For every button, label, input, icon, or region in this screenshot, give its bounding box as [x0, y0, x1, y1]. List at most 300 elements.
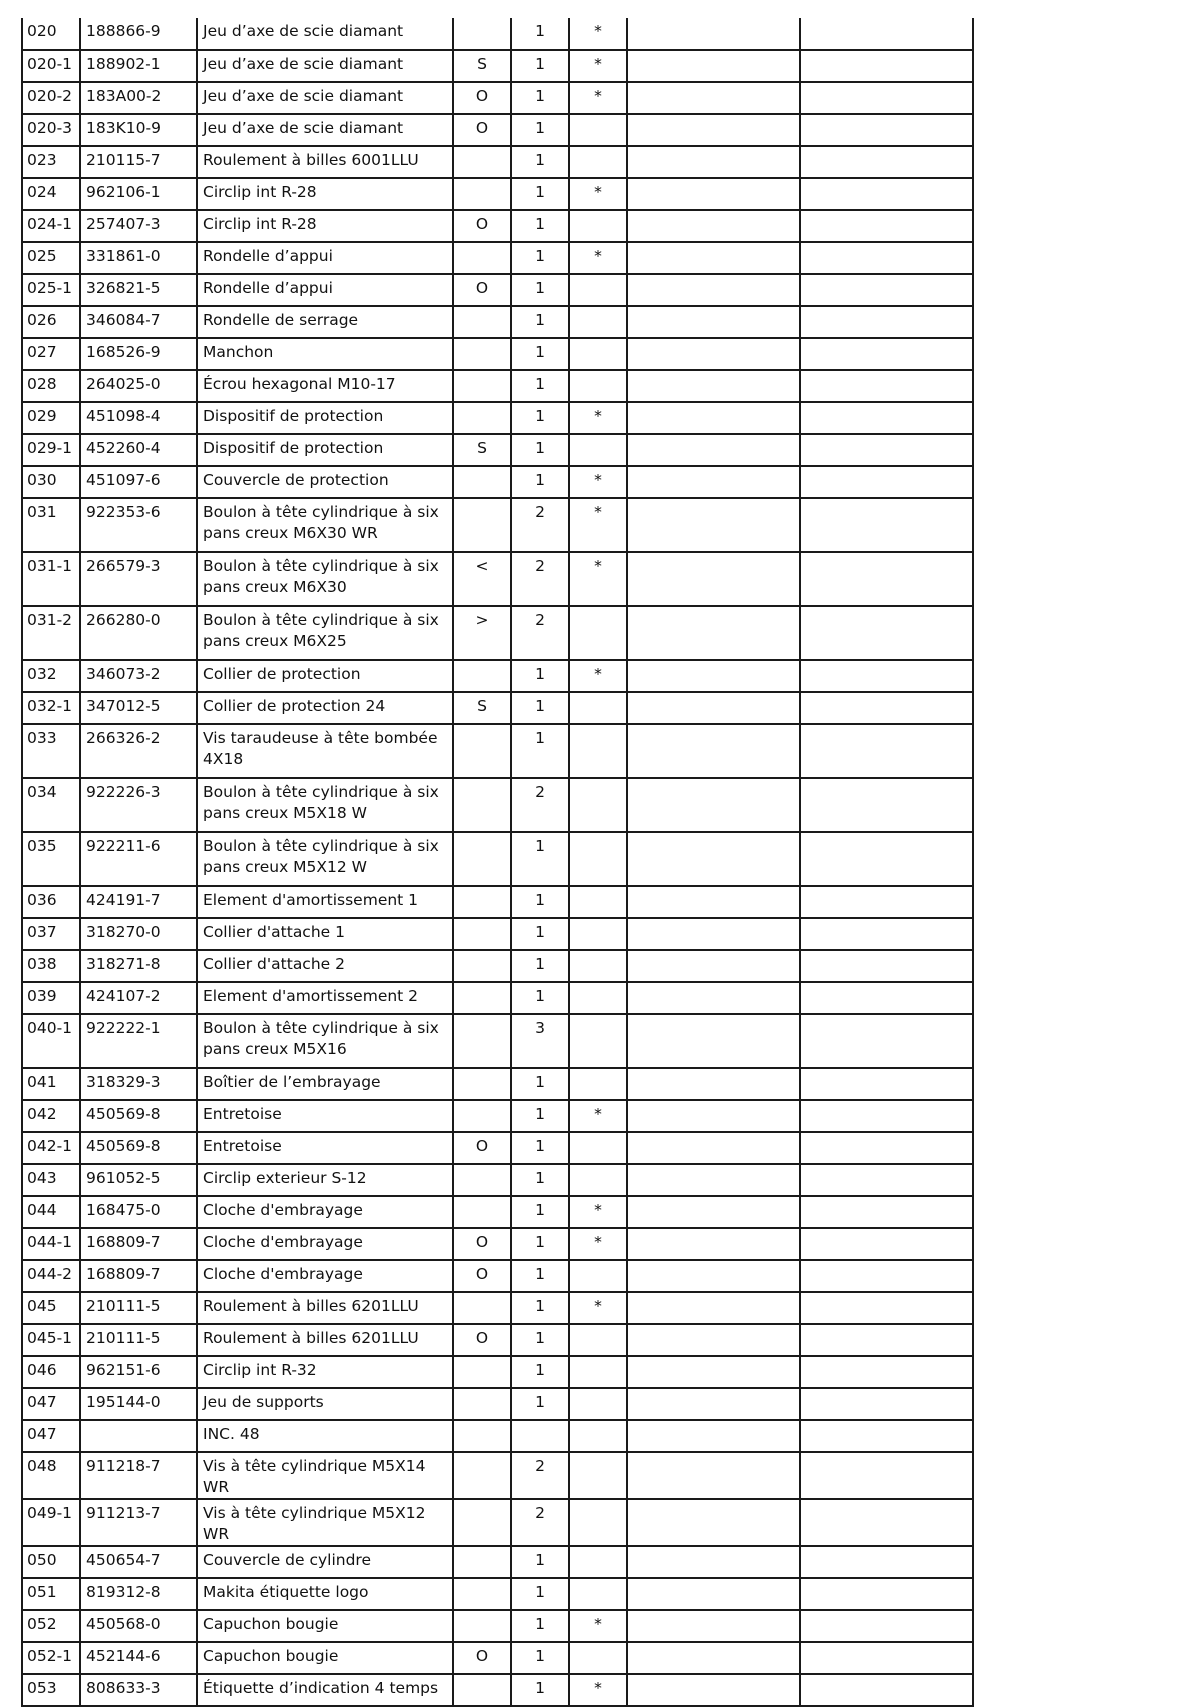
- part-number-cell: [80, 1388, 197, 1420]
- description-cell: [197, 1610, 453, 1642]
- part-number-text: 188866-9: [86, 22, 161, 40]
- blank-cell: [627, 832, 800, 886]
- blank-cell: [627, 886, 800, 918]
- blank-cell: [627, 724, 800, 778]
- note-cell: [569, 982, 627, 1014]
- note-cell: [569, 1324, 627, 1356]
- part-number-cell: [80, 1228, 197, 1260]
- variant-code-cell: [453, 210, 511, 242]
- variant-code-cell: [453, 146, 511, 178]
- description-text: Couvercle de cylindre: [203, 1551, 372, 1569]
- note-cell: [569, 370, 627, 402]
- description-text: Boîtier de l’embrayage: [203, 1073, 381, 1091]
- item-number-text: 028: [27, 375, 57, 393]
- description-text: Boulon à tête cylindrique à six pans creux M5X16: [203, 1019, 439, 1058]
- description-text: Circlip exterieur S-12: [203, 1169, 367, 1187]
- blank-cell: [800, 1546, 973, 1578]
- quantity-cell: [511, 178, 569, 210]
- quantity-text: 1: [535, 891, 545, 909]
- quantity-cell: [511, 1164, 569, 1196]
- blank-cell: [800, 1068, 973, 1100]
- item-number-text: 030: [27, 471, 57, 489]
- note-cell: [569, 1260, 627, 1292]
- note-text: *: [594, 503, 602, 521]
- variant-code-cell: [453, 1324, 511, 1356]
- note-cell: [569, 1674, 627, 1706]
- item-number-text: 052: [27, 1615, 57, 1633]
- description-cell: [197, 274, 453, 306]
- part-number-text: 257407-3: [86, 215, 161, 233]
- table-row: [22, 114, 973, 146]
- blank-cell: [627, 552, 800, 606]
- description-text: Capuchon bougie: [203, 1647, 339, 1665]
- table-row: [22, 242, 973, 274]
- quantity-text: 2: [535, 1457, 545, 1475]
- quantity-text: 1: [535, 279, 545, 297]
- quantity-text: 1: [535, 1361, 545, 1379]
- item-number-text: 042: [27, 1105, 57, 1123]
- table-row: [22, 1388, 973, 1420]
- table-row: [22, 1674, 973, 1706]
- item-number-cell: [22, 306, 80, 338]
- blank-cell: [800, 1292, 973, 1324]
- table-row: [22, 886, 973, 918]
- table-row: [22, 210, 973, 242]
- note-cell: [569, 660, 627, 692]
- quantity-cell: [511, 982, 569, 1014]
- variant-code-cell: [453, 306, 511, 338]
- item-number-cell: [22, 1132, 80, 1164]
- part-number-text: 922211-6: [86, 837, 161, 855]
- part-number-cell: [80, 1100, 197, 1132]
- item-number-cell: [22, 18, 80, 50]
- note-cell: [569, 1642, 627, 1674]
- note-cell: [569, 1499, 627, 1546]
- description-cell: [197, 1164, 453, 1196]
- blank-cell: [627, 982, 800, 1014]
- variant-code-cell: [453, 1100, 511, 1132]
- item-number-text: 032: [27, 665, 57, 683]
- part-number-text: 183K10-9: [86, 119, 161, 137]
- part-number-text: 264025-0: [86, 375, 161, 393]
- note-cell: [569, 1420, 627, 1452]
- blank-cell: [627, 1388, 800, 1420]
- table-row: [22, 1292, 973, 1324]
- item-number-cell: [22, 832, 80, 886]
- blank-cell: [800, 886, 973, 918]
- part-number-cell: [80, 1642, 197, 1674]
- quantity-cell: [511, 950, 569, 982]
- item-number-cell: [22, 1014, 80, 1068]
- description-cell: [197, 1499, 453, 1546]
- table-row: [22, 1578, 973, 1610]
- note-cell: [569, 306, 627, 338]
- item-number-cell: [22, 50, 80, 82]
- blank-cell: [627, 1499, 800, 1546]
- table-row: [22, 370, 973, 402]
- item-number-cell: [22, 210, 80, 242]
- description-cell: [197, 1642, 453, 1674]
- note-cell: [569, 724, 627, 778]
- description-text: Makita étiquette logo: [203, 1583, 369, 1601]
- quantity-text: 1: [535, 1615, 545, 1633]
- note-text: *: [594, 87, 602, 105]
- variant-code-cell: [453, 1132, 511, 1164]
- quantity-text: 1: [535, 665, 545, 683]
- part-number-cell: [80, 832, 197, 886]
- table-row: [22, 982, 973, 1014]
- part-number-text: 819312-8: [86, 1583, 161, 1601]
- description-cell: [197, 1452, 453, 1499]
- part-number-text: 266326-2: [86, 729, 161, 747]
- quantity-cell: [511, 1452, 569, 1499]
- description-text: Collier d'attache 1: [203, 923, 345, 941]
- blank-cell: [627, 114, 800, 146]
- parts-table-body: [22, 18, 973, 1706]
- note-cell: [569, 1068, 627, 1100]
- table-row: [22, 832, 973, 886]
- variant-code-cell: [453, 18, 511, 50]
- description-text: Element d'amortissement 2: [203, 987, 419, 1005]
- blank-cell: [627, 178, 800, 210]
- part-number-text: 922353-6: [86, 503, 161, 521]
- variant-code-cell: [453, 82, 511, 114]
- quantity-cell: [511, 1674, 569, 1706]
- item-number-text: 020-2: [27, 87, 73, 105]
- variant-code-cell: [453, 50, 511, 82]
- item-number-text: 038: [27, 955, 57, 973]
- part-number-text: 210115-7: [86, 151, 161, 169]
- part-number-cell: [80, 1132, 197, 1164]
- part-number-text: 168809-7: [86, 1233, 161, 1251]
- table-row: [22, 1642, 973, 1674]
- description-text: Jeu d’axe de scie diamant: [203, 22, 404, 40]
- quantity-cell: [511, 1292, 569, 1324]
- blank-cell: [627, 274, 800, 306]
- part-number-cell: [80, 498, 197, 552]
- blank-cell: [800, 692, 973, 724]
- variant-code-cell: [453, 1260, 511, 1292]
- description-cell: [197, 724, 453, 778]
- blank-cell: [627, 1196, 800, 1228]
- quantity-text: 1: [535, 151, 545, 169]
- description-text: Jeu d’axe de scie diamant: [203, 87, 404, 105]
- quantity-cell: [511, 82, 569, 114]
- description-text: Rondelle d’appui: [203, 279, 333, 297]
- item-number-cell: [22, 178, 80, 210]
- blank-cell: [800, 606, 973, 660]
- description-cell: [197, 832, 453, 886]
- variant-code-cell: [453, 114, 511, 146]
- note-cell: [569, 1292, 627, 1324]
- blank-cell: [627, 1228, 800, 1260]
- item-number-cell: [22, 918, 80, 950]
- item-number-cell: [22, 1546, 80, 1578]
- description-text: Jeu d’axe de scie diamant: [203, 55, 404, 73]
- blank-cell: [800, 660, 973, 692]
- part-number-cell: [80, 338, 197, 370]
- note-cell: [569, 434, 627, 466]
- item-number-text: 024: [27, 183, 57, 201]
- description-text: Écrou hexagonal M10-17: [203, 375, 396, 393]
- quantity-cell: [511, 886, 569, 918]
- blank-cell: [627, 18, 800, 50]
- item-number-cell: [22, 1324, 80, 1356]
- part-number-cell: [80, 210, 197, 242]
- note-cell: [569, 1164, 627, 1196]
- note-cell: [569, 1228, 627, 1260]
- table-row: [22, 1164, 973, 1196]
- part-number-cell: [80, 950, 197, 982]
- part-number-text: 318329-3: [86, 1073, 161, 1091]
- blank-cell: [800, 724, 973, 778]
- item-number-text: 026: [27, 311, 57, 329]
- item-number-cell: [22, 1610, 80, 1642]
- note-cell: [569, 1132, 627, 1164]
- item-number-cell: [22, 606, 80, 660]
- description-cell: [197, 778, 453, 832]
- part-number-text: 347012-5: [86, 697, 161, 715]
- quantity-text: 1: [535, 439, 545, 457]
- item-number-text: 023: [27, 151, 57, 169]
- item-number-cell: [22, 724, 80, 778]
- quantity-cell: [511, 1324, 569, 1356]
- quantity-text: 1: [535, 1233, 545, 1251]
- note-text: *: [594, 1201, 602, 1219]
- quantity-cell: [511, 1420, 569, 1452]
- part-number-cell: [80, 18, 197, 50]
- variant-code-cell: [453, 178, 511, 210]
- quantity-cell: [511, 606, 569, 660]
- note-cell: [569, 1014, 627, 1068]
- note-cell: [569, 1388, 627, 1420]
- item-number-cell: [22, 370, 80, 402]
- variant-code-cell: [453, 982, 511, 1014]
- part-number-cell: [80, 1014, 197, 1068]
- blank-cell: [800, 1388, 973, 1420]
- quantity-text: 1: [535, 407, 545, 425]
- quantity-text: 1: [535, 1169, 545, 1187]
- item-number-text: 044-2: [27, 1265, 73, 1283]
- description-cell: [197, 1228, 453, 1260]
- item-number-cell: [22, 146, 80, 178]
- table-row: [22, 1100, 973, 1132]
- quantity-cell: [511, 1356, 569, 1388]
- note-cell: [569, 466, 627, 498]
- table-row: [22, 660, 973, 692]
- table-row: [22, 1452, 973, 1499]
- part-number-cell: [80, 114, 197, 146]
- note-cell: [569, 1610, 627, 1642]
- note-cell: [569, 886, 627, 918]
- variant-code-text: O: [475, 119, 489, 137]
- variant-code-cell: [453, 1610, 511, 1642]
- description-text: Roulement à billes 6201LLU: [203, 1297, 419, 1315]
- description-cell: [197, 210, 453, 242]
- item-number-cell: [22, 402, 80, 434]
- part-number-text: 346084-7: [86, 311, 161, 329]
- quantity-text: 1: [535, 697, 545, 715]
- blank-cell: [627, 660, 800, 692]
- note-cell: [569, 50, 627, 82]
- description-text: Jeu d’axe de scie diamant: [203, 119, 404, 137]
- item-number-cell: [22, 1674, 80, 1706]
- part-number-cell: [80, 1452, 197, 1499]
- item-number-text: 044-1: [27, 1233, 73, 1251]
- blank-cell: [800, 498, 973, 552]
- description-text: Vis à tête cylindrique M5X14 WR: [203, 1457, 426, 1496]
- table-row: [22, 1132, 973, 1164]
- item-number-text: 024-1: [27, 215, 73, 233]
- description-cell: [197, 1546, 453, 1578]
- item-number-text: 052-1: [27, 1647, 73, 1665]
- quantity-text: 1: [535, 87, 545, 105]
- quantity-text: 1: [535, 955, 545, 973]
- description-text: Dispositif de protection: [203, 439, 384, 457]
- item-number-text: 043: [27, 1169, 57, 1187]
- part-number-text: 451097-6: [86, 471, 161, 489]
- quantity-text: 1: [535, 22, 545, 40]
- item-number-text: 049-1: [27, 1504, 73, 1522]
- description-cell: [197, 982, 453, 1014]
- part-number-cell: [80, 1164, 197, 1196]
- item-number-text: 020-3: [27, 119, 73, 137]
- blank-cell: [627, 918, 800, 950]
- item-number-cell: [22, 1499, 80, 1546]
- blank-cell: [800, 370, 973, 402]
- item-number-text: 048: [27, 1457, 57, 1475]
- quantity-cell: [511, 1546, 569, 1578]
- blank-cell: [800, 274, 973, 306]
- part-number-text: 168475-0: [86, 1201, 161, 1219]
- quantity-cell: [511, 1228, 569, 1260]
- part-number-cell: [80, 886, 197, 918]
- item-number-text: 045: [27, 1297, 57, 1315]
- quantity-cell: [511, 1499, 569, 1546]
- blank-cell: [800, 242, 973, 274]
- part-number-cell: [80, 982, 197, 1014]
- note-cell: [569, 1546, 627, 1578]
- variant-code-text: O: [475, 279, 489, 297]
- description-text: Boulon à tête cylindrique à six pans creux M5X12 W: [203, 837, 439, 876]
- quantity-cell: [511, 1642, 569, 1674]
- blank-cell: [800, 552, 973, 606]
- part-number-cell: [80, 1260, 197, 1292]
- blank-cell: [627, 306, 800, 338]
- variant-code-cell: [453, 1452, 511, 1499]
- part-number-cell: [80, 552, 197, 606]
- blank-cell: [627, 1546, 800, 1578]
- part-number-text: 911218-7: [86, 1457, 161, 1475]
- quantity-cell: [511, 210, 569, 242]
- variant-code-text: O: [475, 215, 489, 233]
- part-number-cell: [80, 1356, 197, 1388]
- part-number-text: 424107-2: [86, 987, 161, 1005]
- description-cell: [197, 146, 453, 178]
- variant-code-text: S: [477, 55, 487, 73]
- item-number-cell: [22, 338, 80, 370]
- table-row: [22, 498, 973, 552]
- item-number-text: 045-1: [27, 1329, 73, 1347]
- part-number-cell: [80, 1546, 197, 1578]
- item-number-text: 033: [27, 729, 57, 747]
- description-cell: [197, 1578, 453, 1610]
- quantity-text: 2: [535, 611, 545, 629]
- description-cell: [197, 242, 453, 274]
- description-text: Circlip int R-32: [203, 1361, 317, 1379]
- blank-cell: [800, 1642, 973, 1674]
- table-row: [22, 1356, 973, 1388]
- blank-cell: [800, 114, 973, 146]
- blank-cell: [627, 210, 800, 242]
- quantity-text: 2: [535, 503, 545, 521]
- item-number-cell: [22, 1068, 80, 1100]
- blank-cell: [800, 1356, 973, 1388]
- part-number-cell: [80, 778, 197, 832]
- part-number-text: 266280-0: [86, 611, 161, 629]
- variant-code-text: <: [475, 557, 489, 575]
- quantity-text: 1: [535, 471, 545, 489]
- blank-cell: [627, 466, 800, 498]
- description-cell: [197, 466, 453, 498]
- quantity-cell: [511, 274, 569, 306]
- variant-code-cell: [453, 1578, 511, 1610]
- part-number-cell: [80, 370, 197, 402]
- part-number-cell: [80, 660, 197, 692]
- blank-cell: [627, 1164, 800, 1196]
- part-number-text: 168526-9: [86, 343, 161, 361]
- quantity-text: 1: [535, 729, 545, 747]
- description-text: Boulon à tête cylindrique à six pans creux M5X18 W: [203, 783, 439, 822]
- quantity-text: 1: [535, 1073, 545, 1091]
- note-cell: [569, 1578, 627, 1610]
- note-cell: [569, 18, 627, 50]
- item-number-text: 027: [27, 343, 57, 361]
- part-number-text: 326821-5: [86, 279, 161, 297]
- variant-code-text: >: [475, 611, 489, 629]
- description-text: Rondelle de serrage: [203, 311, 359, 329]
- quantity-cell: [511, 1014, 569, 1068]
- description-cell: [197, 886, 453, 918]
- quantity-text: 1: [535, 247, 545, 265]
- variant-code-cell: [453, 918, 511, 950]
- part-number-cell: [80, 1499, 197, 1546]
- quantity-cell: [511, 146, 569, 178]
- part-number-cell: [80, 1068, 197, 1100]
- table-row: [22, 950, 973, 982]
- quantity-cell: [511, 114, 569, 146]
- table-row: [22, 1499, 973, 1546]
- description-cell: [197, 402, 453, 434]
- blank-cell: [627, 1132, 800, 1164]
- part-number-text: 318271-8: [86, 955, 161, 973]
- table-row: [22, 274, 973, 306]
- description-text: Circlip int R-28: [203, 215, 317, 233]
- variant-code-cell: [453, 1196, 511, 1228]
- blank-cell: [800, 1014, 973, 1068]
- description-text: Capuchon bougie: [203, 1615, 339, 1633]
- quantity-text: 1: [535, 1583, 545, 1601]
- part-number-cell: [80, 692, 197, 724]
- description-text: Entretoise: [203, 1137, 282, 1155]
- table-row: [22, 1196, 973, 1228]
- blank-cell: [800, 306, 973, 338]
- quantity-text: 1: [535, 1297, 545, 1315]
- variant-code-cell: [453, 1228, 511, 1260]
- quantity-text: 1: [535, 343, 545, 361]
- quantity-text: 2: [535, 783, 545, 801]
- variant-code-text: O: [475, 1647, 489, 1665]
